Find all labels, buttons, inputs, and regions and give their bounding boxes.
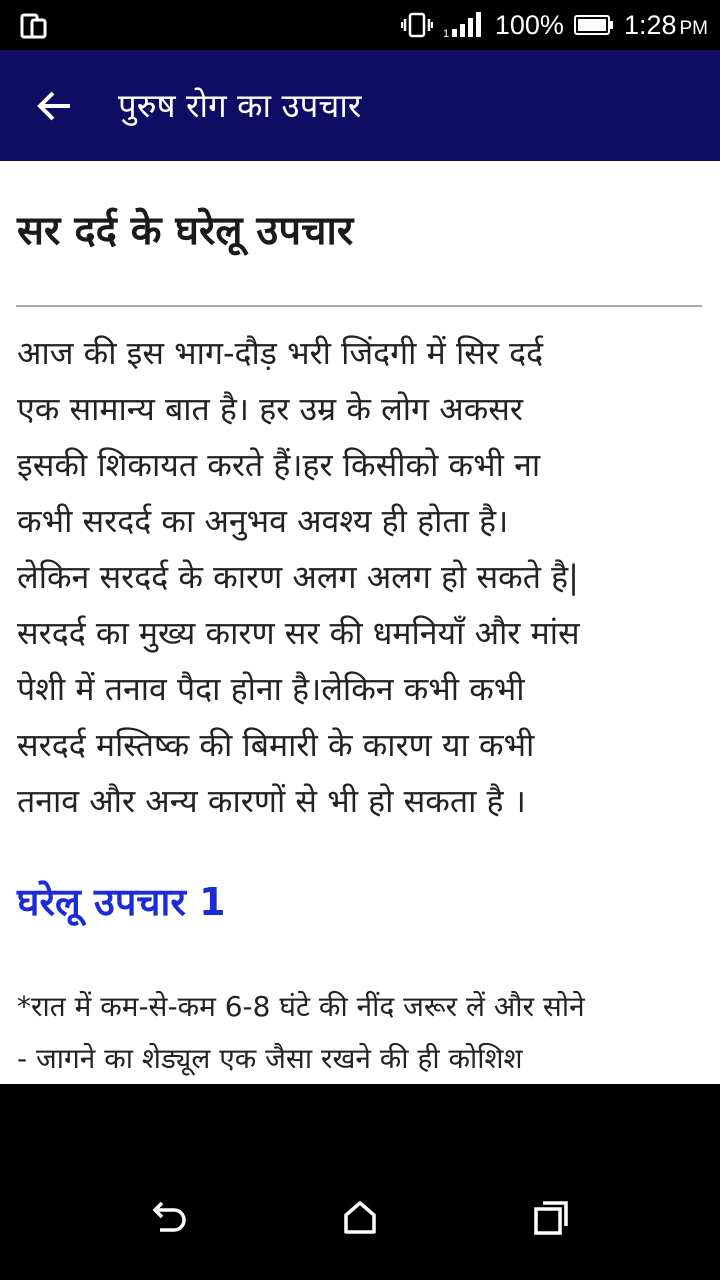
arrow-back-icon[interactable] [34,86,74,126]
battery-percent: 100% [494,9,564,40]
remedy-line: *रात में कम-से-कम 6-8 घंटे की नींद जरूर लें और सोने [17,990,585,1023]
article-paragraph [17,325,707,829]
vibrate-icon [401,12,433,38]
article-content[interactable] [0,161,720,1084]
paragraph-line: कभी सरदर्द का अनुभव अवश्य ही होता है। [17,502,509,540]
app-bar [0,50,720,161]
paragraph-line: इसकी शिकायत करते हैं।हर किसीको कभी ना [17,446,541,484]
back-nav-icon[interactable] [148,1198,188,1238]
paragraph-line: पेशी में तनाव पैदा होना है।लेकिन कभी कभी [17,670,525,708]
paragraph-line: तनाव और अन्य कारणों से भी हो सकता है । [17,782,526,820]
divider [16,305,702,307]
paragraph-line: आज की इस भाग-दौड़ भरी जिंदगी में सिर दर्द [17,334,544,372]
remedy-text [17,981,707,1084]
article-title: सर दर्द के घरेलू उपचार [17,208,354,254]
battery-icon [574,14,614,36]
status-bar [0,0,720,50]
app-title: पुरुष रोग का उपचार [118,86,362,125]
status-time-ampm: PM [679,17,708,39]
status-indicators [401,0,708,50]
remedy-heading: घरेलू उपचार 1 [17,880,226,924]
paragraph-line: सरदर्द मस्तिष्क की बिमारी के कारण या कभी [17,726,535,764]
status-time [624,10,708,41]
paragraph-line: एक सामान्य बात है। हर उम्र के लोग अकसर [17,390,523,428]
status-time-value: 1:28 [623,9,677,40]
remedy-line: - जागने का शेड्यूल एक जैसा रखने की ही कोशिश [17,1042,523,1075]
navigation-bar [0,1084,720,1280]
signal-icon [443,11,485,39]
home-nav-icon[interactable] [340,1198,380,1238]
paragraph-line: लेकिन सरदर्द के कारण अलग अलग हो सकते है| [17,558,579,596]
recents-nav-icon[interactable] [532,1198,572,1238]
paragraph-line: सरदर्द का मुख्य कारण सर की धमनियाँ और मांस [17,614,580,652]
svg-text:1: 1 [442,28,449,39]
dual-screen-icon [20,12,48,40]
